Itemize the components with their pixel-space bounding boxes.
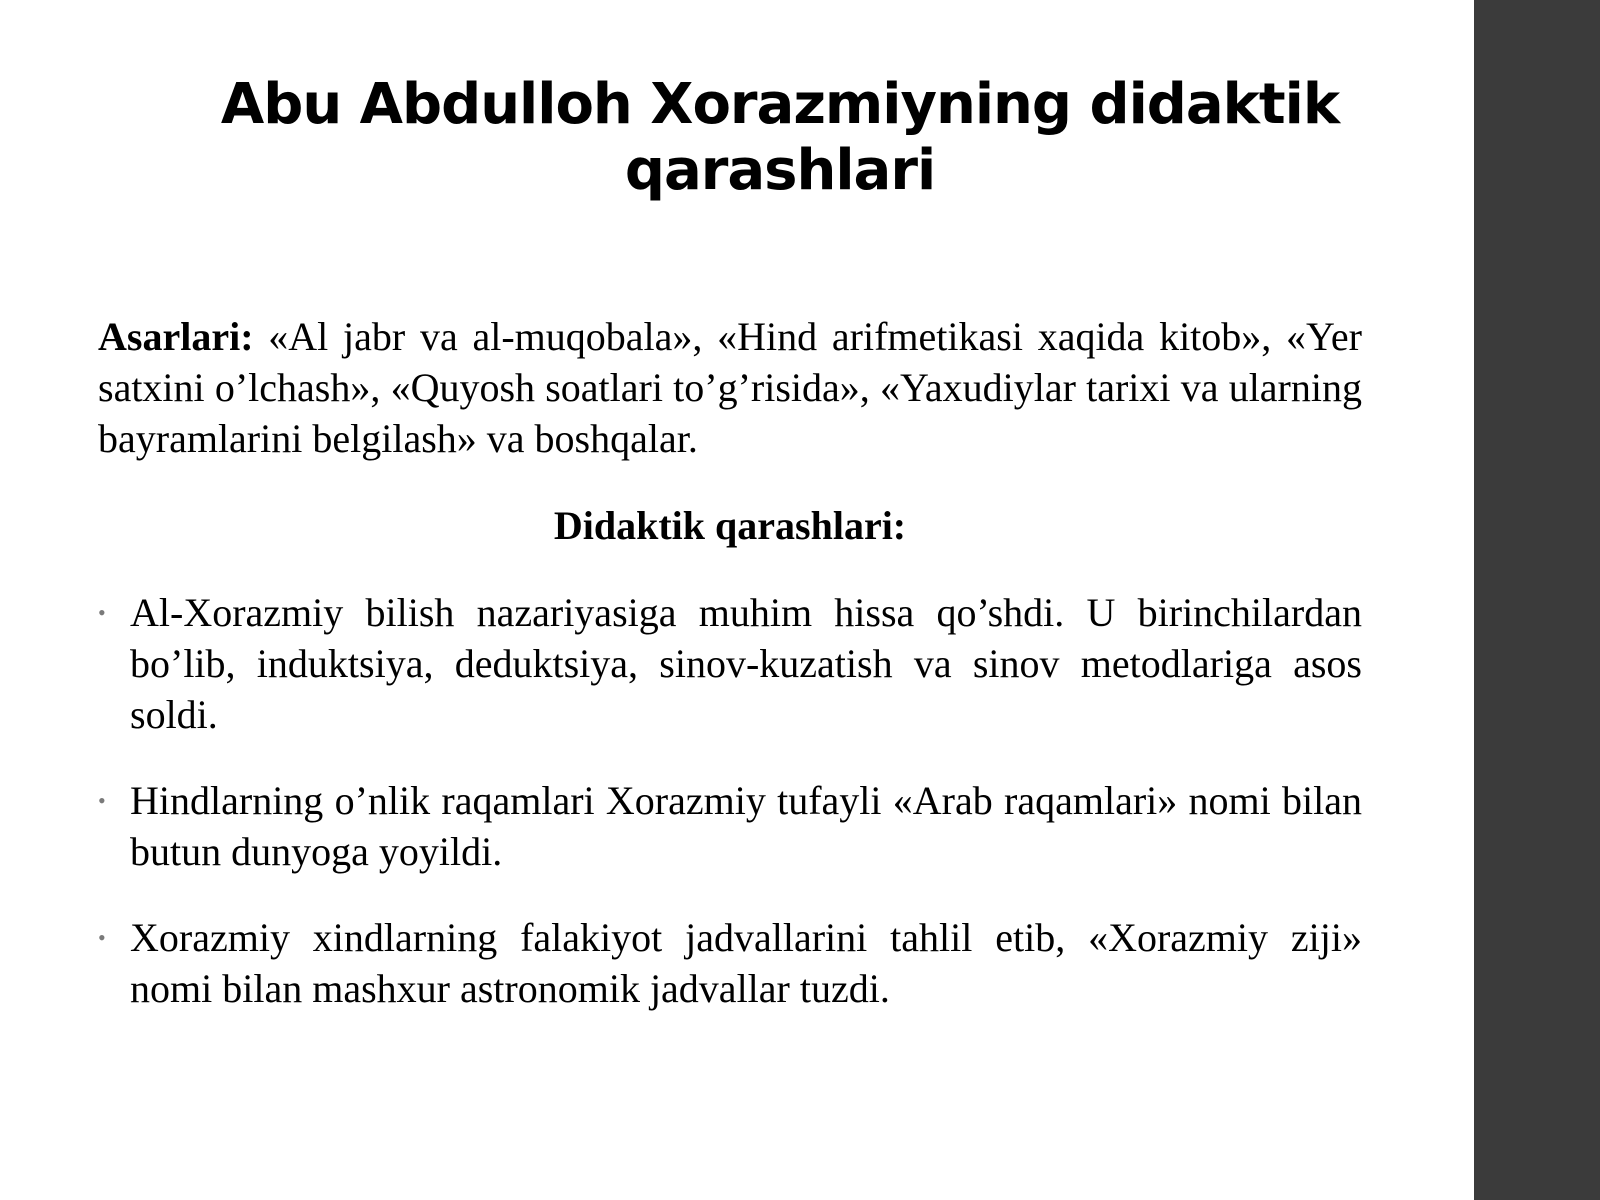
bullet-text-2: Hindlarning o’nlik raqamlari Xorazmiy tufayli «Arab raqamlari» nomi bilan butun dunyoga yoyildi. xyxy=(130,778,1362,874)
title-line-1: Abu Abdulloh Xorazmiyning didaktik xyxy=(220,72,1340,137)
title-line-2: qarashlari xyxy=(624,138,936,203)
bullet-text-1: Al-Xorazmiy bilish nazariyasiga muhim hissa qo’shdi. U birinchilardan bo’lib, induktsiya, deduktsiya, sinov-kuzatish va sinov metodlariga asos soldi. xyxy=(130,590,1362,737)
bullet-dot-icon: • xyxy=(98,925,106,950)
works-text: «Al jabr va al-muqobala», «Hind arifmetikasi xaqida kitob», «Yer satxini o’lchash», «Quyosh soatlari to’g’risida», «Yaxudiylar tarixi va ularning bayramlarini belgilash» va boshqalar. xyxy=(98,314,1362,461)
side-bar xyxy=(1474,0,1600,1200)
page-title xyxy=(180,72,1380,204)
bullet-item-3 xyxy=(98,912,1362,1014)
bullet-dot-icon: • xyxy=(98,788,106,813)
bullet-item-1 xyxy=(98,587,1362,740)
works-paragraph xyxy=(98,311,1362,464)
bullet-item-2 xyxy=(98,775,1362,877)
bullet-text-3: Xorazmiy xindlarning falakiyot jadvallarini tahlil etib, «Xorazmiy ziji» nomi bilan mashxur astronomik jadvallar tuzdi. xyxy=(130,915,1362,1011)
section-heading: Didaktik qarashlari: xyxy=(553,503,907,548)
bullet-dot-icon: • xyxy=(98,600,106,625)
works-label: Asarlari: xyxy=(98,314,254,359)
